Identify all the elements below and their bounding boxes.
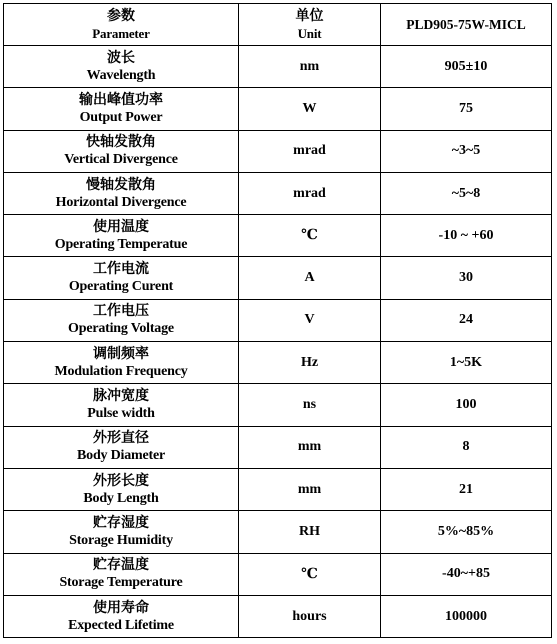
parameter-cell bbox=[4, 88, 239, 130]
unit-cell: mm bbox=[239, 468, 381, 510]
table-row bbox=[4, 342, 552, 384]
parameter-name-zh: 工作电压 bbox=[93, 303, 149, 320]
unit-header-en: Unit bbox=[297, 25, 322, 41]
unit-header-zh: 单位 bbox=[295, 7, 324, 24]
parameter-name-en: Operating Temperatue bbox=[54, 236, 188, 252]
parameter-cell bbox=[4, 342, 239, 384]
table-row bbox=[4, 553, 552, 595]
value-cell: 100000 bbox=[381, 595, 552, 637]
parameter-name-zh: 慢轴发散角 bbox=[86, 176, 156, 193]
header-row bbox=[4, 4, 552, 46]
unit-cell: ℃ bbox=[239, 215, 381, 257]
model-header: PLD905-75W-MICL bbox=[381, 4, 552, 46]
unit-cell: W bbox=[239, 88, 381, 130]
parameter-cell bbox=[4, 595, 239, 637]
unit-cell: ns bbox=[239, 384, 381, 426]
table-row bbox=[4, 299, 552, 341]
table-row bbox=[4, 130, 552, 172]
value-cell: 905±10 bbox=[381, 46, 552, 88]
unit-cell: mrad bbox=[239, 172, 381, 214]
parameter-name-zh: 波长 bbox=[107, 49, 135, 66]
parameter-name-zh: 贮存湿度 bbox=[93, 514, 149, 531]
parameter-cell bbox=[4, 257, 239, 299]
parameter-name-en: Body Diameter bbox=[77, 448, 165, 464]
value-cell: -10 ~ +60 bbox=[381, 215, 552, 257]
parameter-name-zh: 外形直径 bbox=[93, 430, 149, 447]
parameter-header-zh: 参数 bbox=[107, 7, 135, 24]
value-cell: 1~5K bbox=[381, 342, 552, 384]
parameter-name-en: Horizontal Divergence bbox=[55, 194, 187, 210]
unit-cell: mrad bbox=[239, 130, 381, 172]
table-row bbox=[4, 88, 552, 130]
unit-cell: A bbox=[239, 257, 381, 299]
table-row bbox=[4, 426, 552, 468]
parameter-cell bbox=[4, 299, 239, 341]
value-cell: -40~+85 bbox=[381, 553, 552, 595]
parameter-name-zh: 使用寿命 bbox=[93, 599, 149, 616]
parameter-header-en: Parameter bbox=[92, 25, 150, 41]
spec-body bbox=[4, 46, 552, 638]
parameter-name-en: Storage Humidity bbox=[69, 532, 173, 548]
parameter-name-en: Wavelength bbox=[86, 67, 156, 83]
value-cell: 21 bbox=[381, 468, 552, 510]
parameter-name-zh: 贮存温度 bbox=[93, 557, 149, 574]
value-cell: 8 bbox=[381, 426, 552, 468]
parameter-name-zh: 调制频率 bbox=[93, 345, 149, 362]
unit-cell: ℃ bbox=[239, 553, 381, 595]
parameter-name-zh: 脉冲宽度 bbox=[93, 388, 149, 405]
unit-cell: RH bbox=[239, 511, 381, 553]
parameter-header bbox=[4, 4, 239, 46]
parameter-cell bbox=[4, 46, 239, 88]
unit-cell: mm bbox=[239, 426, 381, 468]
parameter-cell bbox=[4, 468, 239, 510]
parameter-cell bbox=[4, 553, 239, 595]
parameter-cell bbox=[4, 511, 239, 553]
parameter-name-en: Modulation Frequency bbox=[54, 363, 188, 379]
parameter-name-en: Pulse width bbox=[87, 406, 155, 422]
value-cell: 5%~85% bbox=[381, 511, 552, 553]
parameter-cell bbox=[4, 215, 239, 257]
unit-cell: nm bbox=[239, 46, 381, 88]
table-row bbox=[4, 468, 552, 510]
unit-header bbox=[239, 4, 381, 46]
unit-cell: V bbox=[239, 299, 381, 341]
parameter-cell bbox=[4, 172, 239, 214]
parameter-name-zh: 外形长度 bbox=[93, 472, 149, 489]
parameter-name-zh: 工作电流 bbox=[93, 261, 149, 278]
table-row bbox=[4, 46, 552, 88]
table-row bbox=[4, 595, 552, 637]
table-row bbox=[4, 384, 552, 426]
parameter-name-en: Storage Temperature bbox=[59, 575, 183, 591]
value-cell: 30 bbox=[381, 257, 552, 299]
parameter-name-zh: 输出峰值功率 bbox=[79, 91, 163, 108]
unit-cell: hours bbox=[239, 595, 381, 637]
unit-cell: Hz bbox=[239, 342, 381, 384]
parameter-cell bbox=[4, 426, 239, 468]
value-cell: 24 bbox=[381, 299, 552, 341]
parameter-name-en: Expected Lifetime bbox=[68, 617, 174, 633]
table-row bbox=[4, 511, 552, 553]
value-cell: 75 bbox=[381, 88, 552, 130]
parameter-cell bbox=[4, 130, 239, 172]
parameter-name-en: Body Length bbox=[83, 490, 159, 506]
value-cell: ~3~5 bbox=[381, 130, 552, 172]
table-row bbox=[4, 172, 552, 214]
value-cell: 100 bbox=[381, 384, 552, 426]
table-row bbox=[4, 215, 552, 257]
spec-table bbox=[3, 3, 552, 638]
parameter-name-zh: 使用温度 bbox=[93, 218, 149, 235]
value-cell: ~5~8 bbox=[381, 172, 552, 214]
parameter-name-en: Output Power bbox=[79, 109, 163, 125]
parameter-name-zh: 快轴发散角 bbox=[86, 134, 156, 151]
parameter-name-en: Operating Voltage bbox=[68, 321, 174, 337]
parameter-name-en: Vertical Divergence bbox=[64, 152, 178, 168]
table-row bbox=[4, 257, 552, 299]
parameter-name-en: Operating Curent bbox=[68, 279, 174, 295]
parameter-cell bbox=[4, 384, 239, 426]
